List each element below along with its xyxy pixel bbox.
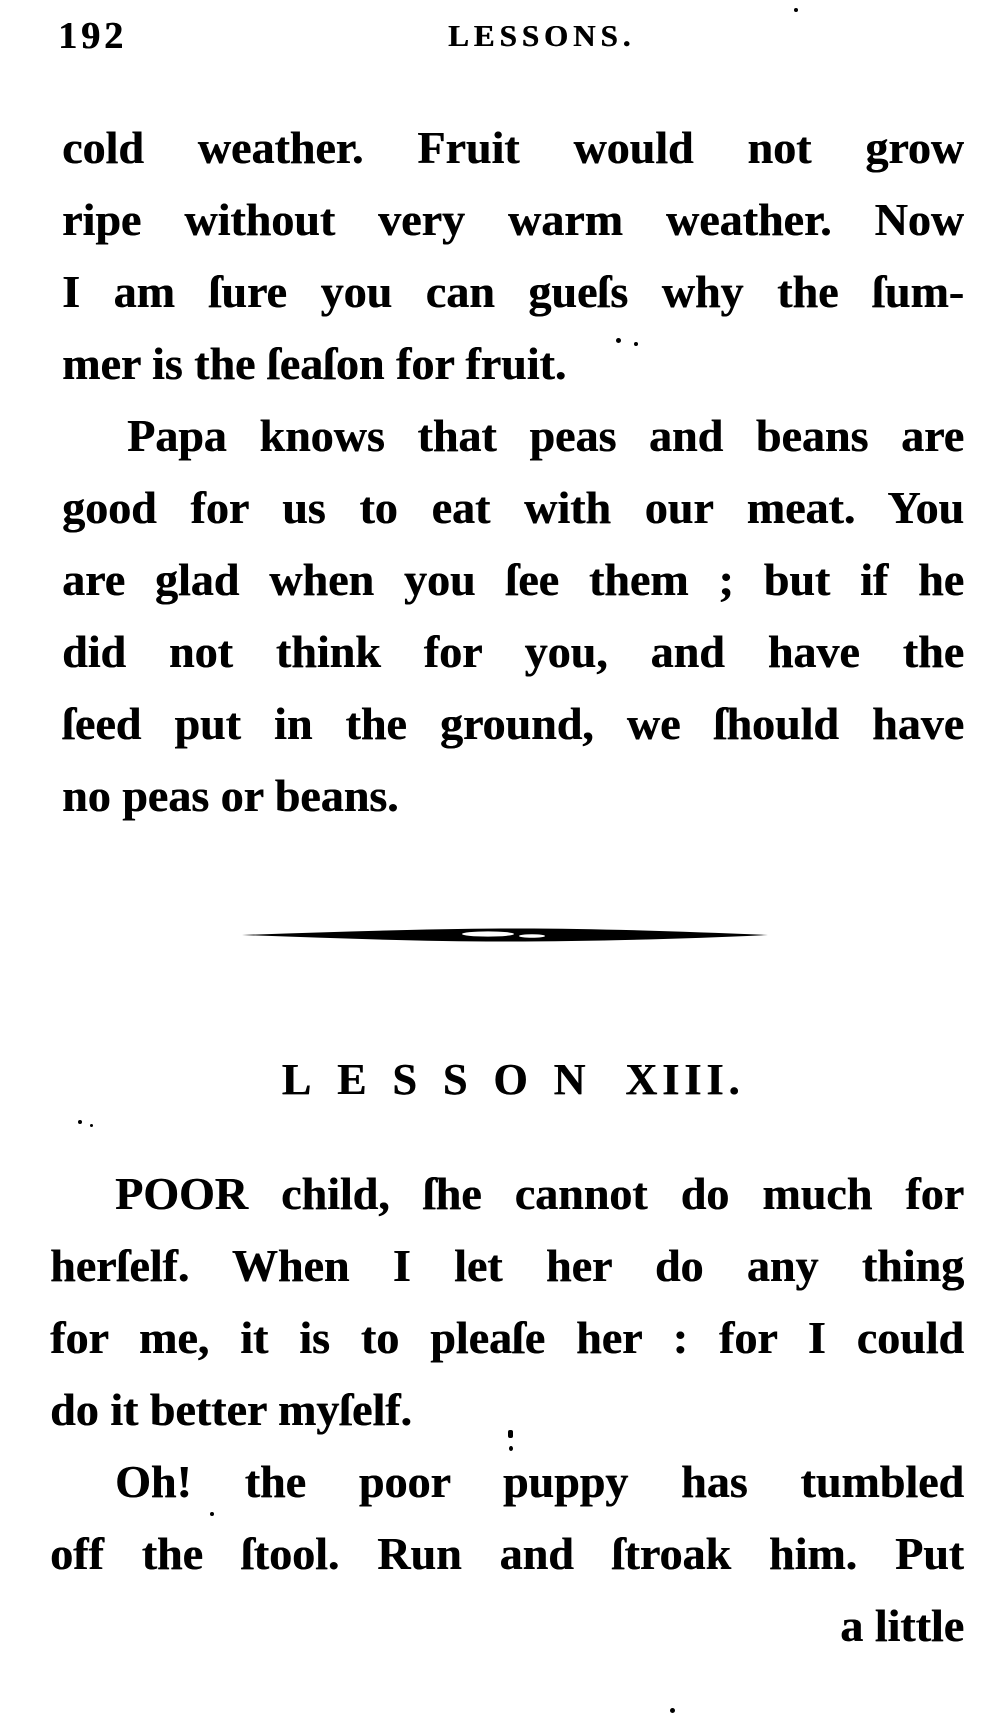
upper-text-block [62, 112, 964, 832]
text-line: did not think for you, and have the [62, 626, 964, 677]
text-line: off the ſtool. Run and ſtroak him. Put [50, 1528, 964, 1579]
lesson-heading [62, 1040, 964, 1120]
running-title: LESSONS. [448, 18, 636, 53]
text-line: cold weather. Fruit would not grow [62, 122, 964, 173]
text-line: for me, it is to pleaſe her : for I could [50, 1312, 964, 1363]
text-line: herſelf. When I let her do any thing [50, 1240, 964, 1291]
ink-speck [509, 1446, 513, 1451]
ink-speck [508, 1430, 513, 1438]
text-line: I am ſure you can gueſs why the ſum- [62, 266, 964, 317]
ink-speck [670, 1708, 675, 1713]
ink-speck [616, 338, 621, 343]
text-line: Oh! the poor puppy has tumbled [115, 1456, 964, 1507]
section-divider-rule [240, 926, 770, 944]
text-line: do it better myſelf. [50, 1384, 412, 1435]
text-line: good for us to eat with our meat. You [62, 482, 964, 533]
ink-speck [90, 1124, 93, 1127]
ink-speck [78, 1120, 82, 1124]
ink-speck [210, 1512, 214, 1516]
ink-speck [634, 342, 638, 346]
text-line: no peas or beans. [62, 770, 399, 821]
paragraph [62, 112, 964, 400]
text-line: ripe without very warm weather. Now [62, 194, 964, 245]
ink-speck [794, 8, 798, 12]
text-line: mer is the ſeaſon for fruit. [62, 338, 567, 389]
text-line: Papa knows that peas and beans are [127, 410, 964, 461]
paragraph [50, 1446, 964, 1590]
text-line: POOR child, ſhe cannot do much for [115, 1168, 964, 1219]
catchword: a little [840, 1600, 964, 1651]
paragraph [50, 1158, 964, 1446]
text-line: are glad when you ſee them ; but if he [62, 554, 964, 605]
page-number: 192 [58, 15, 127, 57]
text-line: ſeed put in the ground, we ſhould have [62, 698, 964, 749]
lesson-heading-word: LESSON [281, 1055, 612, 1104]
lesson-heading-numeral: XIII. [625, 1055, 745, 1104]
paragraph [62, 400, 964, 832]
lower-text-block [50, 1158, 964, 1662]
